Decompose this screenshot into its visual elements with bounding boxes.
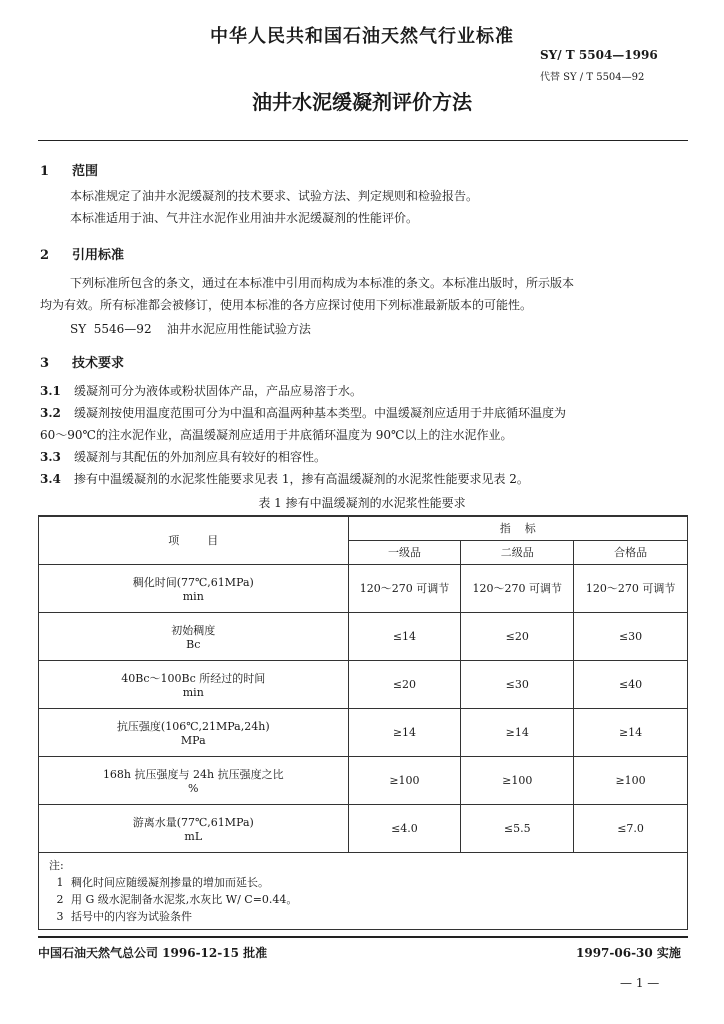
row-name: 初始稠度 — [171, 623, 216, 637]
item-number: 3.3 — [40, 450, 61, 464]
section-title: 引用标准 — [72, 248, 125, 263]
note-text: 用 G 级水泥制备水泥浆,水灰比 W/ C=0.44。 — [71, 892, 298, 906]
row-name: 抗压强度(106℃,21MPa,24h) — [116, 719, 270, 733]
row-unit: Bc — [186, 637, 201, 651]
requirement-3-2-continued: 60～90℃的注水泥作业，高温缓凝剂应适用于井底循环温度为 90℃以上的注水泥作业。 — [40, 428, 513, 442]
note-item — [49, 891, 677, 908]
table-notes — [39, 852, 688, 929]
row-unit: min — [182, 589, 204, 603]
cell-value: 120～270 可调节 — [574, 564, 688, 612]
section-number: 2 — [40, 248, 50, 263]
note-item — [49, 908, 677, 925]
table-1-caption: 表 1 掺有中温缓凝剂的水泥浆性能要求 — [258, 496, 466, 510]
table-row — [39, 756, 688, 804]
referenced-standard: SY 5546—92 油井水泥应用性能试验方法 — [70, 322, 311, 336]
item-text: 缓凝剂与其配伍的外加剂应具有较好的相容性。 — [74, 450, 327, 464]
cell-value: ≤14 — [348, 612, 461, 660]
cell-value: ≥14 — [461, 708, 574, 756]
note-number: 1 — [56, 875, 64, 889]
row-label — [39, 564, 349, 612]
section-1-para-1: 本标准规定了油井水泥缓凝剂的技术要求、试验方法、判定规则和检验报告。 — [70, 189, 479, 203]
cell-value: ≥100 — [574, 756, 688, 804]
row-label — [39, 612, 349, 660]
row-name: 游离水量(77℃,61MPa) — [132, 815, 254, 829]
row-label — [39, 756, 349, 804]
cell-value: ≤30 — [461, 660, 574, 708]
row-name: 稠化时间(77℃,61MPa) — [132, 575, 254, 589]
header-indicator: 指 标 — [348, 516, 687, 540]
grade-first: 一级品 — [348, 540, 461, 564]
table-row — [39, 804, 688, 852]
item-text: 缓凝剂按使用温度范围可分为中温和高温两种基本类型。中温缓凝剂应适用于井底循环温度为 — [74, 406, 567, 420]
cell-value: ≤30 — [574, 612, 688, 660]
notes-title: 注: — [49, 858, 64, 872]
row-name: 40Bc～100Bc 所经过的时间 — [121, 671, 266, 685]
row-unit: MPa — [180, 733, 206, 747]
cell-value: ≤20 — [461, 612, 574, 660]
approval-statement: 中国石油天然气总公司 1996-12-15 批准 — [38, 946, 268, 960]
page-number: — 1 — — [620, 976, 660, 990]
item-text: 缓凝剂可分为液体或粉状固体产品，产品应易溶于水。 — [74, 384, 363, 398]
cell-value: 120～270 可调节 — [461, 564, 574, 612]
standard-category-title: 中华人民共和国石油天然气行业标准 — [210, 26, 514, 47]
section-1-heading — [40, 160, 98, 179]
section-title: 范围 — [72, 164, 99, 179]
standard-number: SY/ T 5504—1996 — [540, 48, 658, 62]
item-number: 3.2 — [40, 406, 61, 420]
requirement-3-1 — [40, 380, 362, 402]
row-label — [39, 708, 349, 756]
section-2-para-line-1: 下列标准所包含的条文，通过在本标准中引用而构成为本标准的条文。本标准出版时，所示版本 — [70, 276, 575, 290]
header-divider — [38, 140, 688, 141]
cell-value: ≥14 — [348, 708, 461, 756]
cell-value: ≤20 — [348, 660, 461, 708]
replaces-standard: 代替 SY / T 5504—92 — [540, 72, 645, 83]
note-item — [49, 874, 677, 891]
cell-value: ≤4.0 — [348, 804, 461, 852]
requirement-3-2 — [40, 402, 566, 424]
item-number: 3.1 — [40, 384, 61, 398]
table-row — [39, 660, 688, 708]
requirement-3-3 — [40, 446, 326, 468]
cell-value: ≤40 — [574, 660, 688, 708]
section-2-heading — [40, 244, 124, 263]
cell-value: ≤7.0 — [574, 804, 688, 852]
section-number: 1 — [40, 164, 50, 179]
requirement-3-4 — [40, 468, 529, 490]
note-text: 稠化时间应随缓凝剂掺量的增加而延长。 — [71, 875, 269, 889]
document-title: 油井水泥缓凝剂评价方法 — [252, 90, 472, 114]
grade-second: 二级品 — [461, 540, 574, 564]
cell-value: 120～270 可调节 — [348, 564, 461, 612]
table-notes-row — [39, 852, 688, 929]
header-item: 项 目 — [39, 516, 349, 564]
row-name: 168h 抗压强度与 24h 抗压强度之比 — [102, 767, 284, 781]
note-text: 括号中的内容为试验条件 — [71, 909, 192, 923]
row-label — [39, 660, 349, 708]
note-number: 2 — [56, 892, 64, 906]
note-number: 3 — [56, 909, 64, 923]
cell-value: ≥14 — [574, 708, 688, 756]
section-title: 技术要求 — [72, 356, 125, 371]
item-number: 3.4 — [40, 472, 61, 486]
row-label — [39, 804, 349, 852]
table-1 — [38, 515, 688, 930]
table-row — [39, 708, 688, 756]
table-header-row — [39, 516, 688, 540]
section-2-para-line-2: 均为有效。所有标准都会被修订，使用本标准的各方应探讨使用下列标准最新版本的可能性。 — [40, 298, 533, 312]
item-text: 掺有中温缓凝剂的水泥浆性能要求见表 1，掺有高温缓凝剂的水泥浆性能要求见表 2。 — [74, 472, 529, 486]
effective-date: 1997-06-30 实施 — [576, 946, 681, 960]
footer-divider — [38, 936, 688, 938]
row-unit: mL — [184, 829, 203, 843]
cell-value: ≤5.5 — [461, 804, 574, 852]
table-row — [39, 564, 688, 612]
section-1-para-2: 本标准适用于油、气井注水泥作业用油井水泥缓凝剂的性能评价。 — [70, 211, 419, 225]
cell-value: ≥100 — [461, 756, 574, 804]
grade-qualified: 合格品 — [574, 540, 688, 564]
row-unit: % — [188, 781, 199, 795]
row-unit: min — [182, 685, 204, 699]
section-number: 3 — [40, 356, 50, 371]
section-3-heading — [40, 352, 124, 371]
table-row — [39, 612, 688, 660]
cell-value: ≥100 — [348, 756, 461, 804]
